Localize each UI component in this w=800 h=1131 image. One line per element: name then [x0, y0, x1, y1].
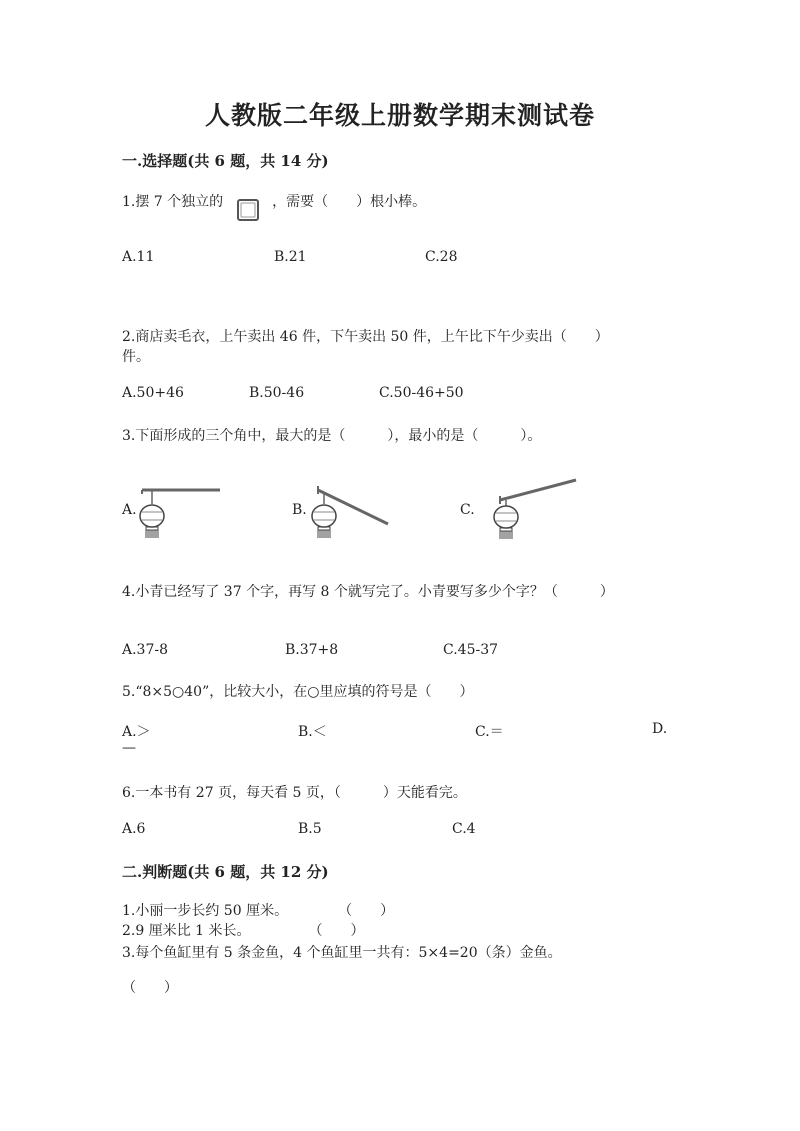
square-sticks-icon — [228, 190, 268, 214]
q5-option-a[interactable]: A.＞ — [122, 724, 151, 740]
q6-option-b[interactable]: B.5 — [298, 821, 322, 837]
lantern-angle-a-icon — [134, 478, 224, 542]
judgement-item-2 — [122, 920, 365, 940]
judgement-item-3-blank[interactable]: （ ） — [122, 980, 178, 996]
judgement-item-1-blank[interactable]: （ ） — [338, 903, 395, 919]
question-4: 4.小青已经写了 37 个字，再写 8 个就写完了。小青要写多少个字？（ ） — [122, 584, 614, 600]
q5-option-c[interactable]: C.＝ — [475, 724, 504, 740]
judgement-item-1 — [122, 900, 394, 920]
q3-option-b[interactable]: B. — [292, 502, 307, 518]
q2-option-c[interactable]: C.50-46+50 — [379, 385, 464, 401]
q1-option-b[interactable]: B.21 — [274, 249, 307, 265]
q2-option-a[interactable]: A.50+46 — [122, 385, 184, 401]
question-1 — [122, 190, 426, 214]
question-1-text-before: 1.摆 7 个独立的 — [122, 194, 224, 210]
question-6: 6.一本书有 27 页，每天看 5 页，（ ）天能看完。 — [122, 785, 467, 801]
q4-option-b[interactable]: B.37+8 — [285, 642, 339, 658]
q3-option-c[interactable]: C. — [460, 502, 475, 518]
question-2-line2: 件。 — [122, 349, 150, 365]
q1-option-a[interactable]: A.11 — [122, 249, 155, 265]
judgement-item-1-text: 1.小丽一步长约 50 厘米。 — [122, 903, 289, 919]
section-header-choice: 一.选择题(共 6 题，共 14 分) — [122, 152, 329, 170]
q5-option-d-continued: — — [122, 740, 136, 756]
question-3: 3.下面形成的三个角中，最大的是（ ），最小的是（ ）。 — [122, 428, 542, 444]
question-2-line1: 2.商店卖毛衣，上午卖出 46 件，下午卖出 50 件，上午比下午少卖出（ ） — [122, 329, 609, 345]
judgement-item-3-text: 3.每个鱼缸里有 5 条金鱼，4 个鱼缸里一共有：5×4=20（条）金鱼。 — [122, 945, 562, 961]
question-5: 5.“8×5○40”，比较大小，在○里应填的符号是（ ） — [122, 684, 474, 700]
q1-option-c[interactable]: C.28 — [425, 249, 458, 265]
lantern-angle-c-icon — [486, 474, 580, 542]
q6-option-c[interactable]: C.4 — [452, 821, 476, 837]
judgement-item-2-text: 2.9 厘米比 1 米长。 — [122, 923, 251, 939]
question-1-text-after: ，需要（ ）根小棒。 — [272, 194, 427, 210]
judgement-item-2-blank[interactable]: （ ） — [308, 923, 365, 939]
page-title: 人教版二年级上册数学期末测试卷 — [204, 101, 595, 130]
q4-option-c[interactable]: C.45-37 — [443, 642, 499, 658]
q4-option-a[interactable]: A.37-8 — [122, 642, 169, 658]
q5-option-b[interactable]: B.＜ — [298, 724, 327, 740]
lantern-angle-b-icon — [304, 480, 392, 542]
q3-option-a[interactable]: A. — [122, 502, 137, 518]
q2-option-b[interactable]: B.50-46 — [249, 385, 305, 401]
q6-option-a[interactable]: A.6 — [122, 821, 146, 837]
section-header-judgement: 二.判断题(共 6 题，共 12 分) — [122, 863, 329, 881]
q5-option-d[interactable]: D. — [652, 721, 668, 737]
